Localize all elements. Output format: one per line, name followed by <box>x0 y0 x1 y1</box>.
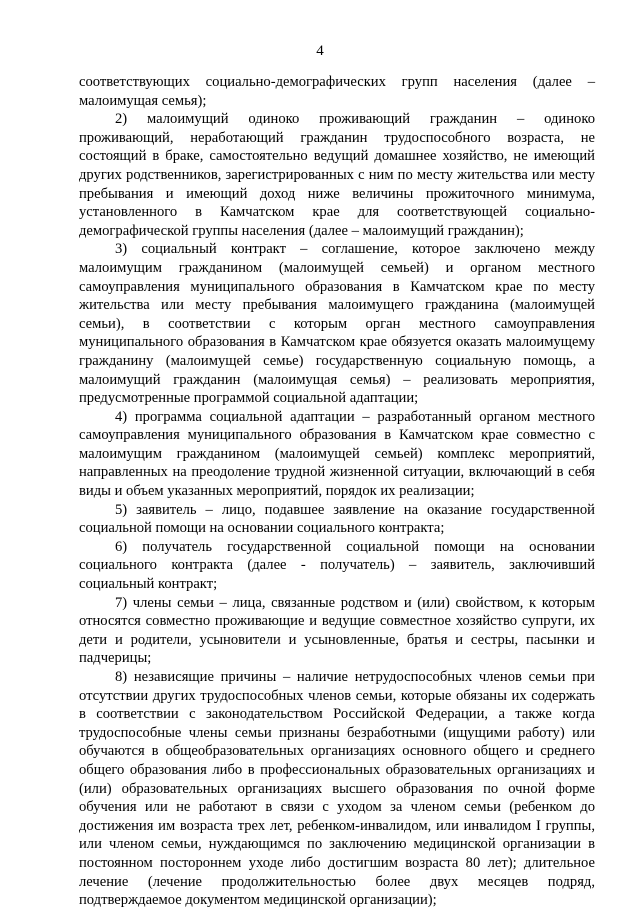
paragraph-item-8: 8) независящие причины – наличие нетрудоспособных членов семьи при отсутствии других трудоспособных членов семьи, которые обязаны их содержать в соответствии с законодательством Российской Федерации, а также когда трудоспособные члены семьи признаны безработными (ищущими работу) или обучаются в общеобразовательных организациях основного общего и среднего общего образования либо в профессиональных образовательных организациях и (или) образовательных организациях высшего образования по очной форме обучения или не работают в связи с уходом за членом семьи (ребенком до достижения им возраста трех лет, ребенком-инвалидом, или инвалидом I группы, или членом семьи, нуждающимся по заключению медицинской организации в постоянном постороннем уходе либо достигшим возраста 80 лет); длительное лечение (лечение продолжительностью более двух месяцев подряд, подтверждаемое документом медицинской организации); <box>79 669 595 909</box>
paragraph-continuation: соответствующих социально-демографических групп населения (далее – малоимущая семья); <box>79 74 595 109</box>
paragraph-item-7: 7) члены семьи – лица, связанные родством и (или) свойством, к которым относятся совместно проживающие и ведущие совместное хозяйство супруги, их дети и родители, усыновители и усыновленные, братья и сестры, пасынки и падчерицы; <box>79 594 595 667</box>
page-number: 4 <box>316 43 324 59</box>
paragraph-item-6: 6) получатель государственной социальной помощи на основании социального контракта (далее - получатель) – заявитель, заключивший социальный контракт; <box>79 538 595 593</box>
paragraph-item-5: 5) заявитель – лицо, подавшее заявление на оказание государственной социальной помощи на основании социального контракта; <box>79 501 595 537</box>
document-body <box>79 73 595 910</box>
paragraph-item-3: 3) социальный контракт – соглашение, которое заключено между малоимущим гражданином (малоимущей семьей) и органом местного самоуправления муниципального образования в Камчатском крае по месту жительства или месту пребывания малоимущего гражданина (малоимущей семьи), в соответствии с которым орган местного самоуправления муниципального образования в Камчатском крае обязуется оказать малоимущему гражданину (малоимущей семье) государственную социальную помощь, а малоимущий гражданин (малоимущая семья) – реализовать мероприятия, предусмотренные программой социальной адаптации; <box>79 241 595 407</box>
paragraph-item-2: 2) малоимущий одиноко проживающий гражданин – одиноко проживающий, неработающий гражданин трудоспособного возраста, не состоящий в браке, самостоятельно ведущий домашнее хозяйство, не имеющий других родственников, зарегистрированных с ним по месту жительства или месту пребывания и имеющий доход ниже величины прожиточного минимума, установленного в Камчатском крае для соответствующей социально-демографической группы населения (далее – малоимущий гражданин); <box>79 111 595 239</box>
paragraph-item-4: 4) программа социальной адаптации – разработанный органом местного самоуправления муниципального образования в Камчатском крае совместно с малоимущим гражданином (малоимущей семьей) комплекс мероприятий, направленных на преодоление трудной жизненной ситуации, включающий в себя виды и объем указанных мероприятий, порядок их реализации; <box>79 408 595 500</box>
